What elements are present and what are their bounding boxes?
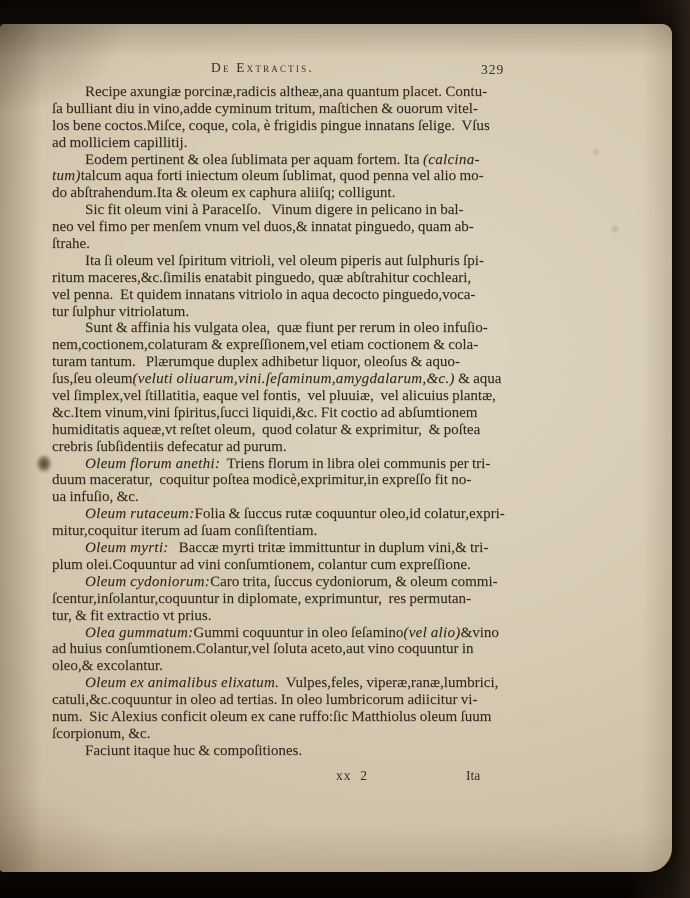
paragraph xyxy=(52,506,572,540)
roman-text: Triens florum in libra olei communis per tri- xyxy=(220,455,491,472)
italic-text: Oleum cydoniorum: xyxy=(85,573,211,590)
ink-stain xyxy=(37,455,51,472)
roman-text: num. Sic Alexius conficit oleum ex cane ruffo:ſic Matthiolus oleum ſuum xyxy=(52,708,492,725)
text-line xyxy=(52,506,572,523)
roman-text: talcum aqua forti iniectum oleum ſublimat, quod penna vel alio mo- xyxy=(80,168,484,185)
roman-text: do abſtrahendum.Ita & oleum ex caphura aliiſq; colligunt. xyxy=(52,185,396,202)
italic-text: Oleum myrti: xyxy=(85,540,169,557)
roman-text: & aqua xyxy=(454,371,502,388)
paragraph xyxy=(52,202,572,253)
text-line xyxy=(52,540,572,557)
text-line xyxy=(52,388,572,405)
paragraph xyxy=(52,743,572,760)
roman-text: vel penna. Et quidem innatans vitriolo in aqua decocto pinguedo,voca- xyxy=(52,286,476,303)
book-page xyxy=(0,24,672,872)
roman-text: Recipe axungiæ porcinæ,radicis altheæ,ana quantum placet. Contu- xyxy=(85,84,488,100)
paragraph xyxy=(52,675,572,743)
paragraph xyxy=(52,574,572,625)
text-line xyxy=(52,253,572,270)
text-line xyxy=(52,219,572,236)
roman-text: oleo,& excolantur. xyxy=(52,658,163,675)
roman-text: ua infuſio, &c. xyxy=(52,489,139,506)
text-line xyxy=(52,152,572,169)
roman-text: Ita ſi oleum vel ſpiritum vitrioli, vel oleum piperis aut ſulphuris ſpi- xyxy=(85,252,484,269)
text-line xyxy=(52,692,572,709)
roman-text: Eodem pertinent & olea ſublimata per aquam fortem. Ita xyxy=(85,151,423,168)
text-line xyxy=(52,608,572,625)
roman-text: plum olei.Coquuntur ad vini conſumtionem, colantur cum expreſſione. xyxy=(52,556,471,573)
roman-text: vel ſimplex,vel ſtillatitia, eaque vel fontis, vel pluuiæ, vel alicuius plantæ, xyxy=(52,388,496,405)
roman-text: Sic fit oleum vini à Paracelſo. Vinum digere in pelicano in bal- xyxy=(85,202,464,219)
roman-text: crebris ſubſidentiis defecatur ad purum. xyxy=(52,438,287,455)
text-line xyxy=(52,658,572,675)
italic-text: Oleum florum anethi: xyxy=(85,455,221,472)
roman-text: Faciunt itaque huc & compoſitiones. xyxy=(85,742,303,759)
roman-text: humiditatis aqueæ,vt reſtet oleum, quod colatur & exprimitur, & poſtea xyxy=(52,421,481,438)
roman-text: Baccæ myrti tritæ immittuntur in duplum vini,& tri- xyxy=(168,540,489,557)
text-line xyxy=(52,118,572,135)
paragraph xyxy=(52,456,572,507)
roman-text: Caro trita, ſuccus cydoniorum, & oleum commi- xyxy=(210,573,498,590)
text-line xyxy=(52,557,572,574)
italic-text: (vel alio) xyxy=(403,624,461,641)
roman-text: tur, & fit extractio vt prius. xyxy=(52,607,212,624)
page-number: 329 xyxy=(481,62,505,77)
text-line xyxy=(52,287,572,304)
roman-text: ritum maceres,&c.ſimilis enatabit pinguedo, quæ abſtrahitur cochleari, xyxy=(52,269,472,286)
paragraph xyxy=(52,253,572,321)
italic-text: Oleum ex animalibus elixatum. xyxy=(85,675,280,692)
text-line xyxy=(52,489,572,506)
text-line xyxy=(52,101,572,118)
roman-text: ad huius conſumtionem.Colantur,vel ſoluta aceto,aut vino coquuntur in xyxy=(52,641,474,658)
text-line xyxy=(52,270,572,287)
text-block xyxy=(52,84,572,760)
signature-mark: xx 2 xyxy=(336,768,368,783)
roman-text: Folia & ſuccus rutæ coquuntur oleo,id colatur,expri- xyxy=(194,506,505,523)
text-line xyxy=(52,84,572,101)
italic-text: (calcina- xyxy=(422,151,480,168)
italic-text: (veluti oliuarum,vini.ſeſaminum,amygdalarum,&c.) xyxy=(132,371,455,388)
roman-text: catuli,&c.coquuntur in oleo ad tertias. In oleo lumbricorum adiicitur vi- xyxy=(52,692,478,709)
text-line xyxy=(52,422,572,439)
roman-text: los bene coctos.Miſce, coque, cola, è frigidis pingue innatans ſelige. Vſus xyxy=(52,117,490,134)
roman-text: ad molliciem capillitij. xyxy=(52,134,188,151)
text-line xyxy=(52,439,572,456)
text-line xyxy=(52,304,572,321)
text-line xyxy=(52,168,572,185)
italic-text: Olea gummatum: xyxy=(85,624,194,641)
roman-text: Gummi coquuntur in oleo ſeſamino xyxy=(193,624,404,641)
text-line xyxy=(52,320,572,337)
text-line xyxy=(52,675,572,692)
paragraph xyxy=(52,152,572,203)
paragraph xyxy=(52,540,572,574)
text-line xyxy=(52,743,572,760)
text-line xyxy=(52,371,572,388)
running-header: De Extractis. xyxy=(211,60,314,75)
italic-text: Oleum rutaceum: xyxy=(85,506,195,523)
paragraph xyxy=(52,84,572,152)
text-line xyxy=(52,726,572,743)
catchword: Ita xyxy=(466,768,481,783)
roman-text: nem,coctionem,colaturam & expreſſionem,vel etiam coctionem & cola- xyxy=(52,337,479,354)
text-line xyxy=(52,456,572,473)
roman-text: duum maceratur, coquitur poſtea modicè,exprimitur,in expreſſo fit no- xyxy=(52,472,472,489)
roman-text: neo vel fimo per menſem vnum vel duos,& innatat pinguedo, quam ab- xyxy=(52,219,474,236)
text-line xyxy=(52,354,572,371)
text-line xyxy=(52,641,572,658)
text-line xyxy=(52,202,572,219)
roman-text: &vino xyxy=(460,624,499,641)
text-line xyxy=(52,523,572,540)
text-line xyxy=(52,709,572,726)
roman-text: ſtrahe. xyxy=(52,236,90,253)
paragraph xyxy=(52,625,572,676)
text-line xyxy=(52,185,572,202)
roman-text: Vulpes,feles, viperæ,ranæ,lumbrici, xyxy=(279,675,499,692)
roman-text: ſcentur,inſolantur,coquuntur in diplomate, exprimuntur, res permutan- xyxy=(52,590,472,607)
text-line xyxy=(52,472,572,489)
text-line xyxy=(52,405,572,422)
text-line xyxy=(52,135,572,152)
italic-text: tum) xyxy=(52,168,81,185)
paragraph xyxy=(52,320,572,455)
roman-text: mitur,coquitur iterum ad ſuam conſiſtentiam. xyxy=(52,523,318,540)
text-line xyxy=(52,625,572,642)
text-line xyxy=(52,574,572,591)
roman-text: ſa bulliant diu in vino,adde cyminum tritum, maſtichen & ouorum vitel- xyxy=(52,100,478,117)
roman-text: ſus,ſeu oleum xyxy=(52,371,133,388)
roman-text: Sunt & affinia his vulgata olea, quæ fiunt per rerum in oleo infuſio- xyxy=(85,320,488,337)
roman-text: &c.Item vinum,vini ſpiritus,ſucci liquidi,&c. Fit coctio ad abſumtionem xyxy=(52,404,478,421)
roman-text: turam tantum. Plærumque duplex adhibetur liquor, oleoſus & aquo- xyxy=(52,354,460,371)
text-line xyxy=(52,236,572,253)
roman-text: ſcorpionum, &c. xyxy=(52,725,151,742)
roman-text: tur ſulphur vitriolatum. xyxy=(52,303,190,320)
text-line xyxy=(52,337,572,354)
text-line xyxy=(52,591,572,608)
